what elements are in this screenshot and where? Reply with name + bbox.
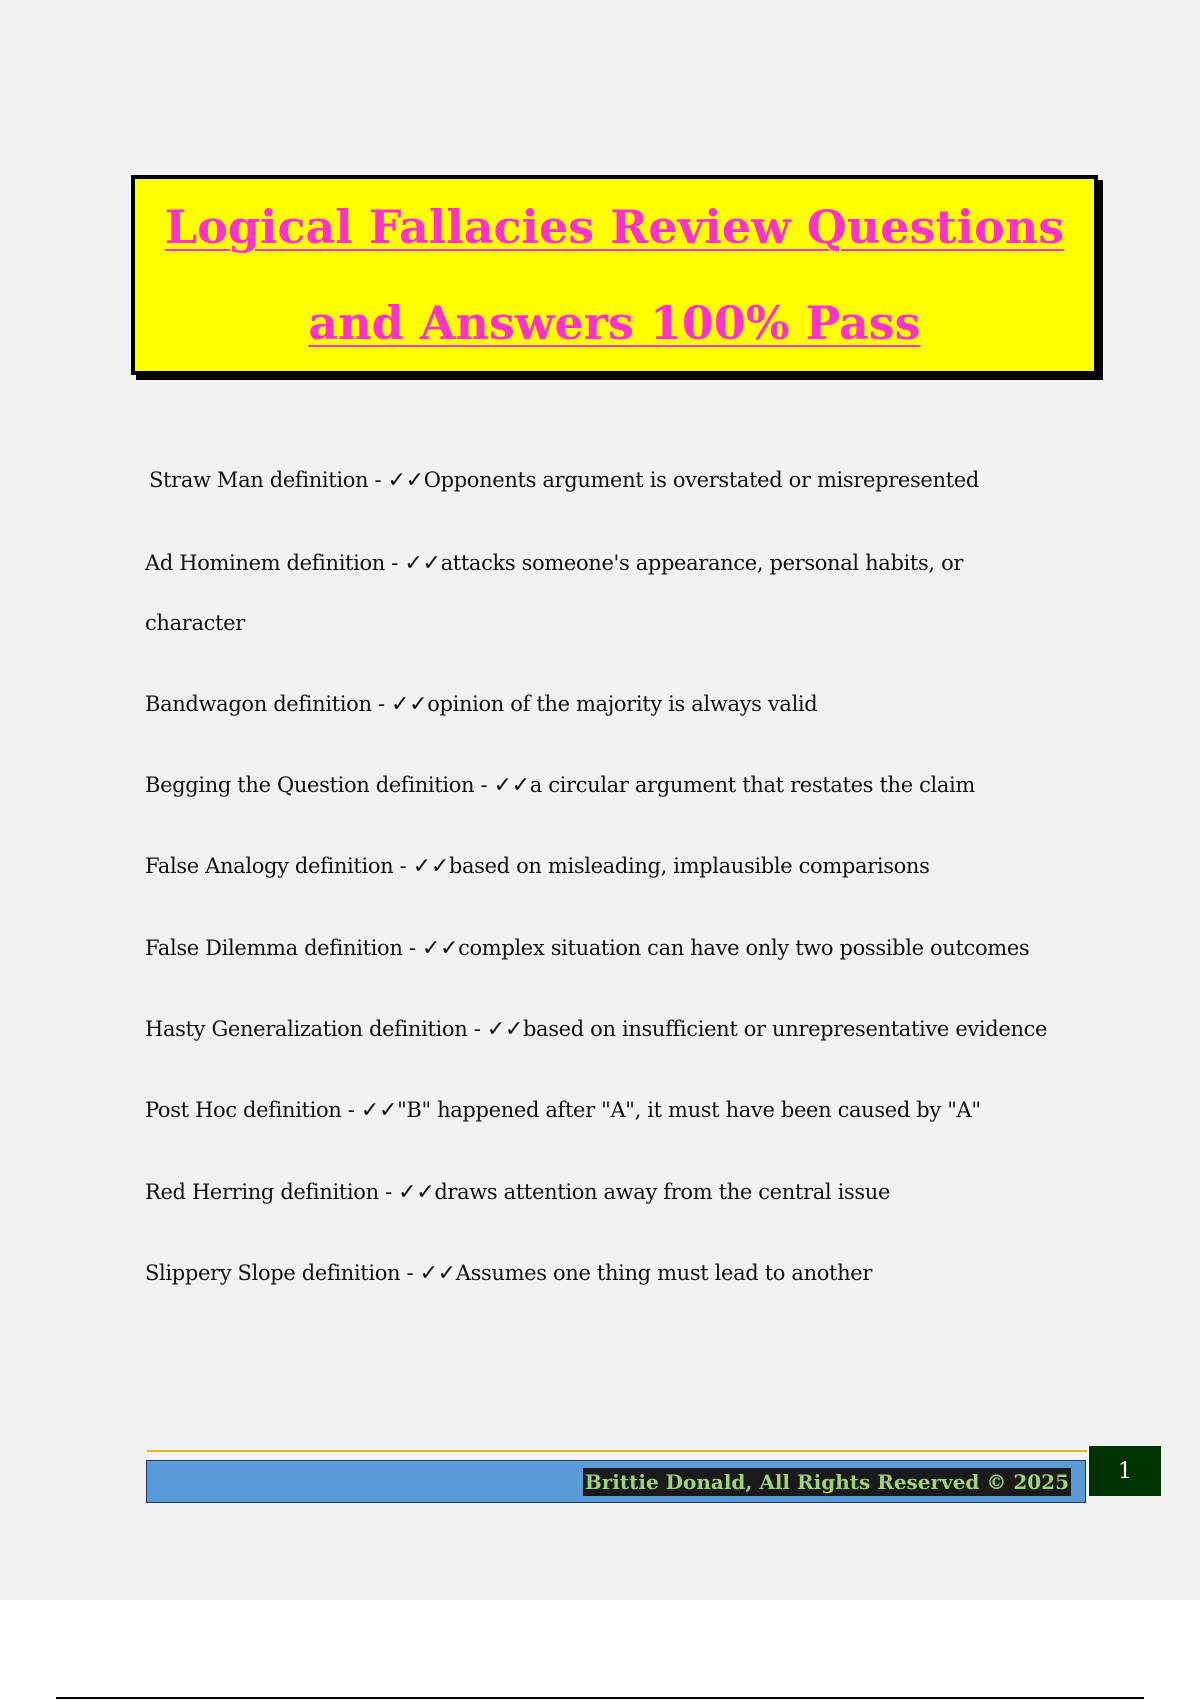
- qa-answer: opinion of the majority is always valid: [427, 692, 818, 716]
- check-mark-icon: ✓✓: [419, 1261, 456, 1286]
- qa-item-red-herring: [145, 1162, 1095, 1223]
- page-number-badge: [1089, 1446, 1161, 1496]
- check-mark-icon: ✓✓: [486, 1017, 523, 1042]
- qa-item-ad-hominem: [145, 533, 1095, 594]
- qa-item-straw-man: [149, 450, 1099, 511]
- check-mark-icon: ✓✓: [493, 773, 530, 798]
- qa-term: Post Hoc definition -: [145, 1098, 361, 1122]
- qa-term: Slippery Slope definition -: [145, 1261, 420, 1285]
- footer-bar: [146, 1460, 1086, 1503]
- check-mark-icon: ✓✓: [360, 1098, 398, 1123]
- qa-item-post-hoc: [145, 1080, 1095, 1141]
- qa-term: Red Herring definition -: [145, 1180, 399, 1204]
- check-mark-icon: ✓✓: [398, 1180, 435, 1205]
- bottom-divider: [56, 1697, 1144, 1699]
- qa-item-begging-the-question: [145, 755, 1095, 816]
- qa-answer: based on misleading, implausible comparisons: [448, 854, 930, 878]
- footer-copyright: Brittie Donald, All Rights Reserved © 2025: [584, 1470, 1069, 1494]
- check-mark-icon: ✓✓: [421, 936, 459, 961]
- check-mark-icon: ✓✓: [391, 692, 428, 717]
- qa-item-slippery-slope: [145, 1243, 1095, 1304]
- title-box: [131, 175, 1098, 375]
- qa-item-false-analogy: [145, 836, 1095, 897]
- check-mark-icon: ✓✓: [387, 468, 424, 493]
- qa-item-bandwagon: [145, 674, 1095, 735]
- qa-term: False Analogy definition -: [145, 854, 413, 878]
- qa-answer: a circular argument that restates the claim: [529, 773, 975, 797]
- qa-term: Bandwagon definition -: [145, 692, 392, 716]
- qa-term: Ad Hominem definition -: [145, 551, 405, 575]
- qa-term: False Dilemma definition -: [145, 936, 422, 960]
- qa-answer: based on insufficient or unrepresentative evidence: [522, 1017, 1048, 1041]
- qa-answer: complex situation can have only two possible outcomes: [458, 936, 1030, 960]
- check-mark-icon: ✓✓: [412, 854, 449, 879]
- qa-answer: Assumes one thing must lead to another: [455, 1261, 873, 1285]
- qa-term: Hasty Generalization definition -: [145, 1017, 487, 1041]
- document-title-line-1: Logical Fallacies Review Questions: [164, 200, 1065, 254]
- qa-item-false-dilemma: [145, 918, 1095, 979]
- check-mark-icon: ✓✓: [404, 551, 441, 576]
- qa-answer: "B" happened after "A", it must have been caused by "A": [397, 1098, 981, 1122]
- qa-term: Begging the Question definition -: [145, 773, 494, 797]
- footer-divider: [147, 1450, 1087, 1452]
- qa-answer: draws attention away from the central issue: [434, 1180, 891, 1204]
- qa-answer-continued: character: [145, 611, 245, 635]
- qa-answer: attacks someone's appearance, personal habits, or: [440, 551, 964, 575]
- qa-item-ad-hominem-continued: [145, 593, 1095, 653]
- qa-term: Straw Man definition -: [149, 468, 388, 492]
- document-title-line-2: and Answers 100% Pass: [308, 296, 921, 350]
- qa-answer: Opponents argument is overstated or misrepresented: [423, 468, 979, 492]
- qa-item-hasty-generalization: [145, 999, 1095, 1060]
- page-number: 1: [1118, 1458, 1132, 1484]
